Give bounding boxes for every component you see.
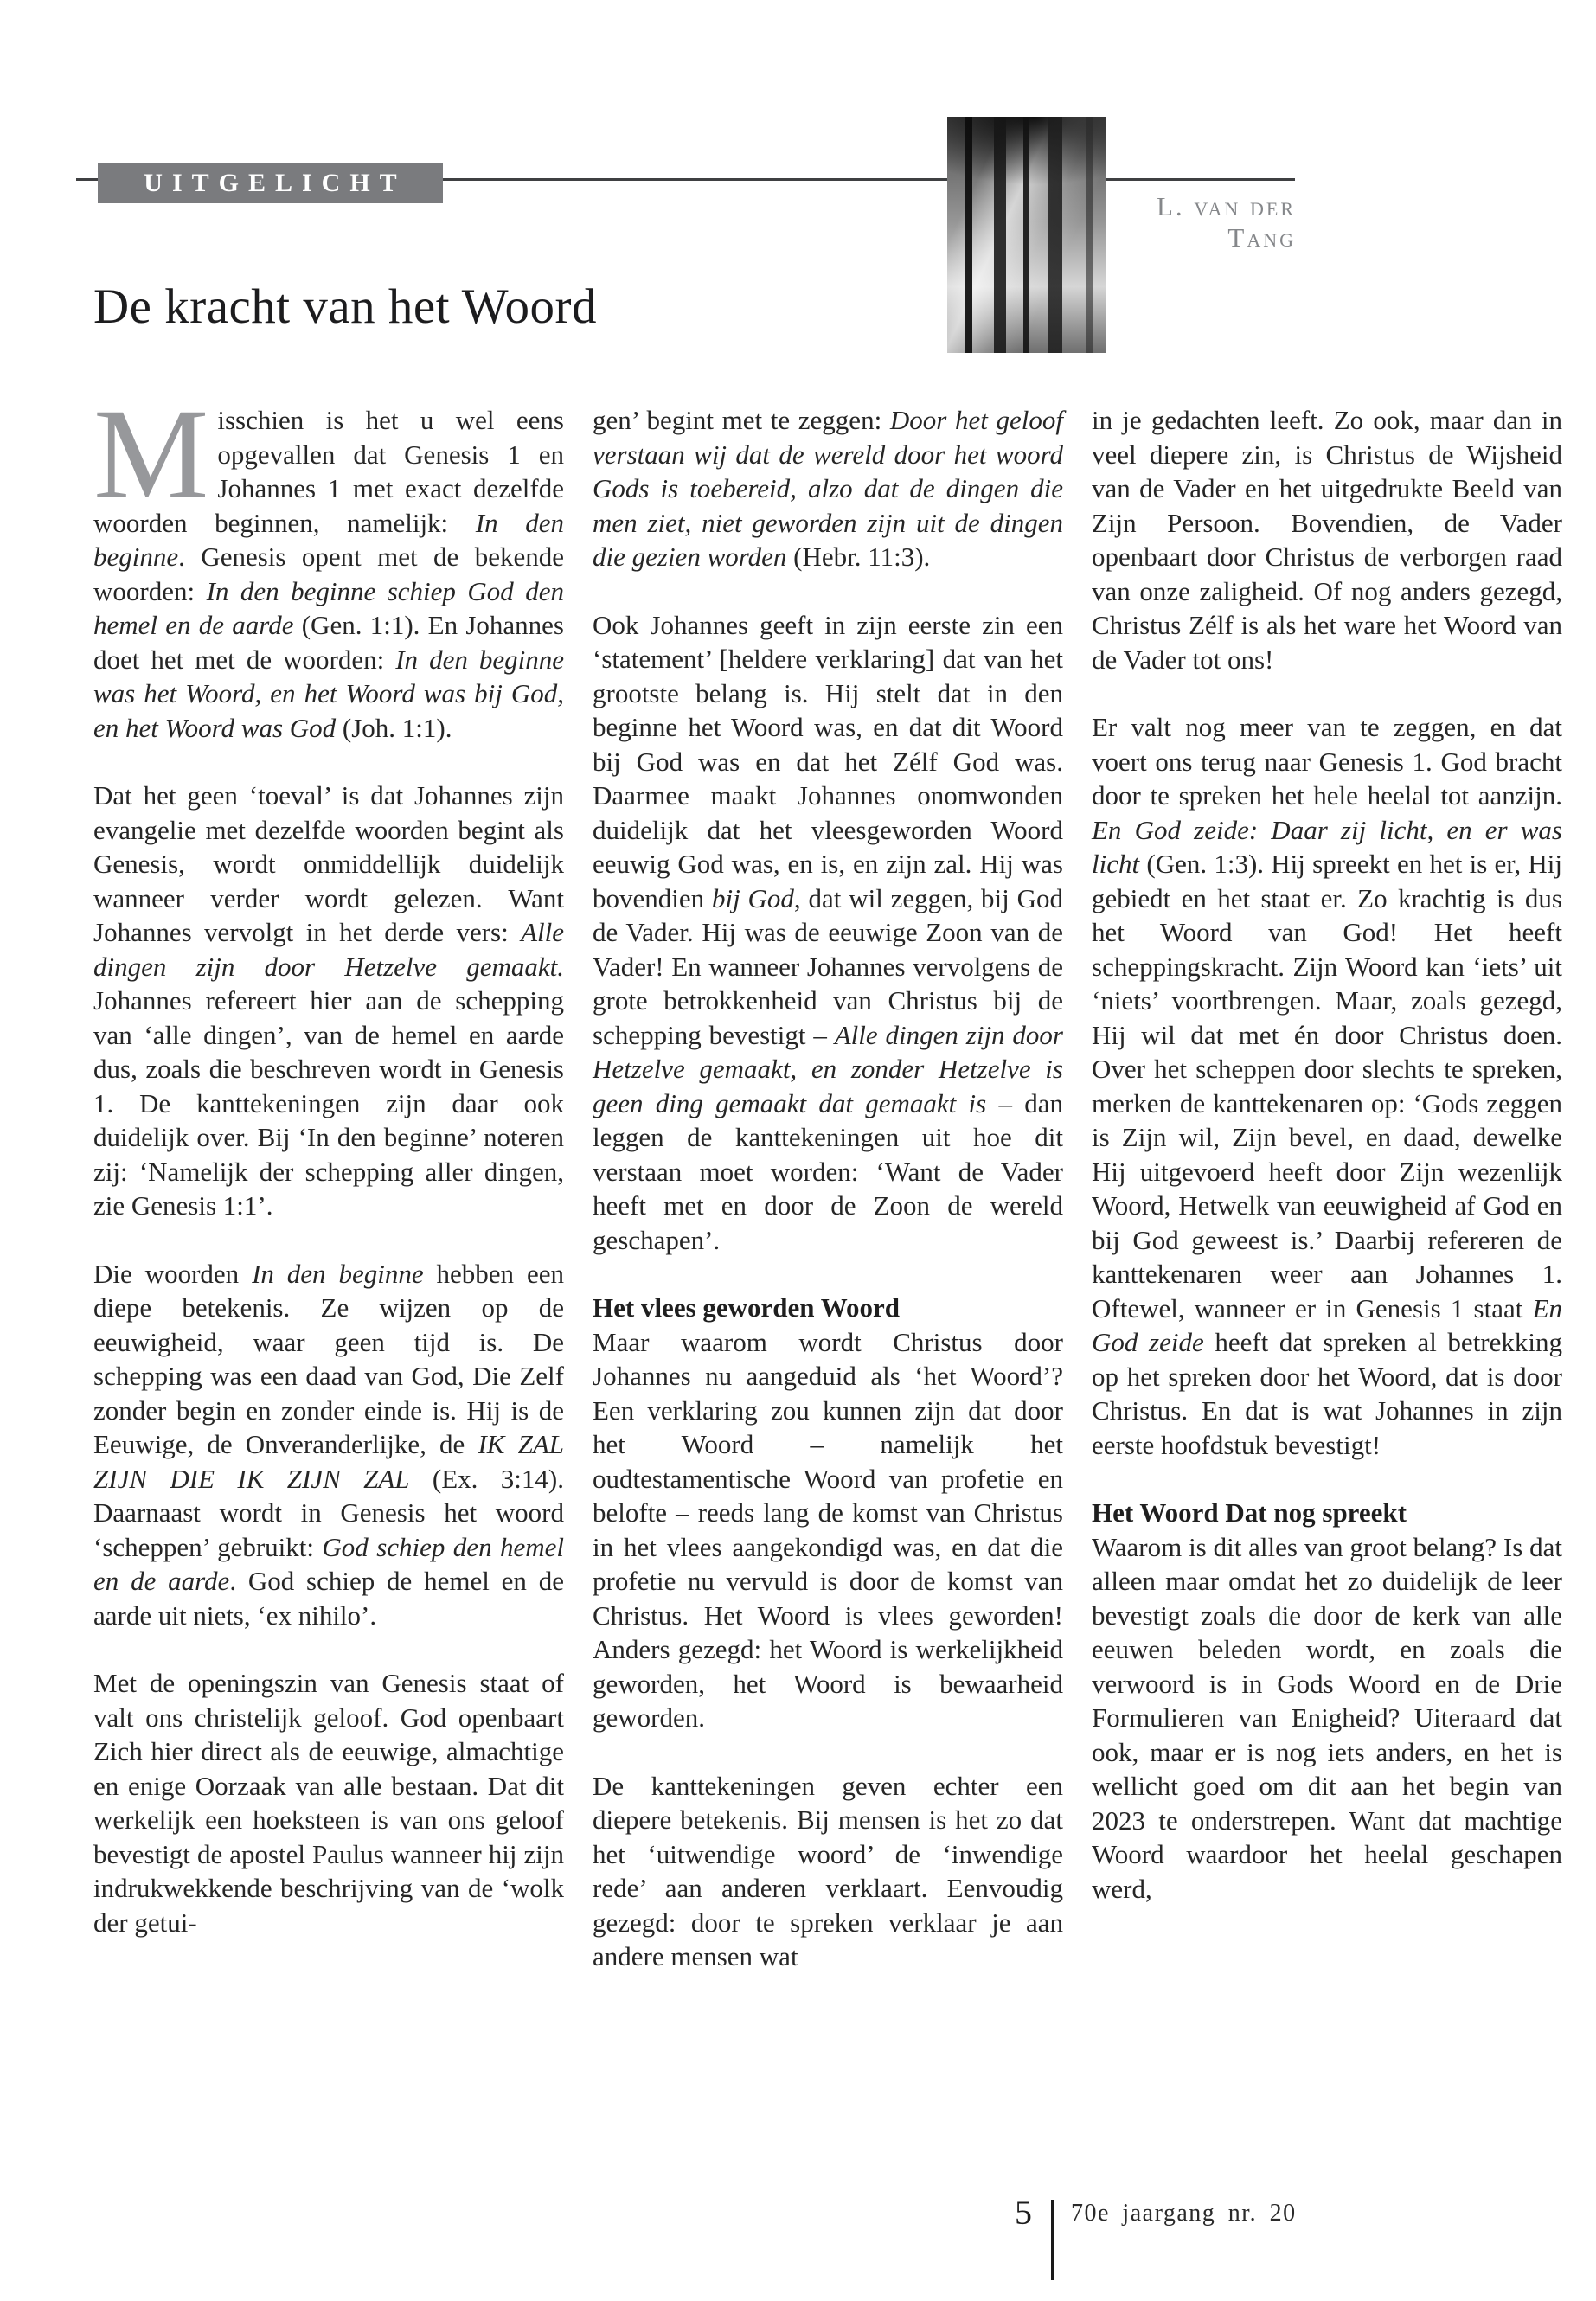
- page-title: De kracht van het Woord: [93, 279, 598, 334]
- paragraph: [93, 1257, 564, 1633]
- text-segment-italic: In den beginne: [93, 507, 564, 572]
- author-name: L. van der Tang: [1156, 191, 1296, 253]
- article-column-2: [593, 403, 1063, 2008]
- text-segment: Johannes refereert hier aan de schepping van ‘alle dingen’, van de hemel en aarde dus, zoals die beschreven wordt in Genesis 1. De kanttekeningen zijn daar ook duidelijk over. Bij ‘In den beginne’ noteren zij: ‘Namelijk der schepping aller dingen, zie Genesis 1:1’.: [93, 985, 564, 1221]
- text-segment-italic: En God zeide: [1092, 1292, 1562, 1357]
- article-column-1: [93, 382, 564, 2008]
- text-segment: Dat het geen ‘toeval’ is dat Johannes zijn evangelie met dezelfde woorden begint als Genesis, wordt onmiddellijk duidelijk wanneer verder wordt gelezen. Want Johannes vervolgt in het derde vers:: [93, 780, 564, 947]
- paragraph: [1092, 1530, 1562, 1907]
- dropcap-letter: M: [93, 382, 209, 526]
- text-segment: De kanttekeningen geven echter een diepere betekenis. Bij mensen is het zo dat het ‘uitwendige woord’ de ‘inwendige rede’ aan anderen verklaart. Eenvoudig gezegd: door te spreken verklaar je aan andere mensen wat: [593, 1770, 1063, 1971]
- text-segment-italic: Alle dingen zijn door Hetzelve gemaakt, en zonder Hetzelve is geen ding gemaakt dat gemaakt is: [593, 1019, 1063, 1118]
- text-segment: (Ex. 3:14). Daarnaast wordt in Genesis het woord ‘scheppen’ gebruikt:: [93, 1463, 564, 1562]
- text-segment: (Gen. 1:3). Hij spreekt en het is er, Hij gebiedt en het staat er. Zo krachtig is dus het Woord van God! Het heeft scheppingskracht. Zijn Woord kan ‘iets’ uit ‘niets’ voortbrengen. Maar, zoals gezegd, Hij wil dat met én door Christus doen. Over het scheppen door slechts te spreken, merken de kanttekenaren op: ‘Gods zeggen is Zijn wil, Zijn bevel, en daad, dewelke Hij uitgevoerd heeft door Zijn wezenlijk Woord, Hetwelk van eeuwigheid af God en bij God geweest is.’ Daarbij refereren de kanttekenaren weer aan Johannes 1. Oftewel, wanneer er in Genesis 1 staat: [1092, 849, 1562, 1324]
- text-segment: hebben een diepe betekenis. Ze wijzen op de eeuwigheid, waar geen tijd is. De schepping was een daad van God, Die Zelf zonder begin en zonder einde is. Hij is de Eeuwige, de Onveranderlijke, de: [93, 1258, 564, 1459]
- text-segment: Ook Johannes geeft in zijn eerste zin een ‘statement’ [heldere verklaring] dat van het grootste belang is. Hij stelt dat in den beginne het Woord was, en dat dit Woord bij God was en dat het Zélf God was. Daarmee maakt Johannes onomwonden duidelijk dat het vleesgeworden Woord eeuwig God was, en is, en zijn zal. Hij was bovendien: [593, 609, 1063, 913]
- text-segment-italic: In den beginne: [252, 1258, 424, 1289]
- text-segment-italic: IK ZAL ZIJN DIE IK ZIJN ZAL: [93, 1429, 564, 1494]
- page-number: 5: [1015, 2193, 1032, 2232]
- paragraph: [93, 1666, 564, 1939]
- article-body: [93, 382, 1563, 2008]
- text-segment-italic: Door het geloof verstaan wij dat de wereld door het woord Gods is toebereid, alzo dat de dingen die men ziet, niet geworden zijn uit de dingen die gezien worden: [593, 405, 1064, 572]
- paragraph: [1092, 710, 1562, 1462]
- paragraph: [593, 403, 1063, 574]
- text-segment: – dan leggen de kanttekeningen uit hoe dit verstaan moet worden: ‘Want de Vader heeft met en door de Zoon de wereld geschapen’.: [593, 1087, 1063, 1255]
- text-segment-italic: In den beginne schiep God den hemel en de aarde: [93, 575, 564, 640]
- text-segment: in je gedachten leeft. Zo ook, maar dan in veel diepere zin, is Christus de Wijsheid van de Vader en het uitgedrukte Beeld van Zijn Persoon. Bovendien, de Vader openbaart door Christus de verborgen raad van onze zaligheid. Of nog anders gezegd, Christus Zélf is als het ware het Woord van de Vader tot ons!: [1092, 405, 1562, 675]
- text-segment: isschien is het u wel eens opgevallen dat Genesis 1 en Johannes 1 met exact dezelfde woorden beginnen, namelijk:: [93, 405, 564, 538]
- paragraph: [593, 1325, 1063, 1735]
- kicker-label: UITGELICHT: [144, 168, 407, 197]
- text-segment-italic: En God zeide: Daar zij licht, en er was licht: [1092, 814, 1562, 879]
- text-segment: Waarom is dit alles van groot belang? Is dat alleen maar omdat het zo duidelijk de leer bevestigt zoals die door de kerk van alle eeuwen beleden wordt, en zoals die verwoord is in Gods Woord en de Drie Formulieren van Enigheid? Uiteraard dat ook, maar er is nog iets anders, en het is wellicht goed om dit aan het begin van 2023 te onderstrepen. Want dat machtige Woord waardoor het heelal geschapen werd,: [1092, 1531, 1562, 1904]
- text-segment: Er valt nog meer van te zeggen, en dat voert ons terug naar Genesis 1. God bracht door te spreken het hele heelal tot aanzijn.: [1092, 712, 1562, 811]
- text-segment: . Genesis opent met de bekende woorden:: [93, 542, 564, 606]
- text-segment: (Gen. 1:1). En Johannes doet het met de woorden:: [93, 610, 564, 675]
- text-segment: gen’ begint met te zeggen:: [593, 405, 890, 435]
- paragraph: [593, 608, 1063, 1258]
- text-segment-italic: bij God: [711, 882, 794, 913]
- text-segment: Die woorden: [93, 1258, 253, 1289]
- text-segment-italic: Alle dingen zijn door Hetzelve gemaakt.: [93, 917, 564, 982]
- text-segment: Met de openingszin van Genesis staat of valt ons christelijk geloof. God openbaart Zich hier direct als de eeuwige, almachtige en enige Oorzaak van alle bestaan. Dat dit werkelijk een hoeksteen is van ons geloof bevestigt de apostel Paulus wanneer hij zijn indrukwekkende beschrijving van de ‘wolk der getui-: [93, 1668, 564, 1938]
- text-segment: heeft dat spreken al betrekking op het spreken door het Woord, dat is door Christus. En dat is wat Johannes in zijn eerste hoofdstuk bevestigt!: [1092, 1327, 1563, 1460]
- issue-label: 70e jaargang nr. 20: [1071, 2200, 1297, 2227]
- subheading: Het Woord Dat nog spreekt: [1092, 1497, 1407, 1528]
- text-segment-italic: God schiep den hemel en de aarde: [93, 1531, 564, 1596]
- footer-divider: [1051, 2200, 1054, 2280]
- forest-photo: [947, 117, 1106, 353]
- text-segment-italic: In den beginne was het Woord, en het Woord was bij God, en het Woord was God: [93, 644, 564, 743]
- paragraph: [93, 779, 564, 1223]
- text-segment: Maar waarom wordt Christus door Johannes nu aangeduid als ‘het Woord’? Een verklaring zou kunnen zijn dat door het Woord – namelijk het oudtestamentische Woord van profetie en belofte – reeds lang de komst van Christus in het vlees aangekondigd was, en dat die profetie nu vervuld is door de komst van Christus. Het Woord is vlees geworden! Anders gezegd: het Woord is werkelijkheid geworden, het Woord is bewaarheid geworden.: [593, 1326, 1063, 1733]
- subheading: Het vlees geworden Woord: [593, 1292, 901, 1323]
- paragraph: [1092, 403, 1562, 676]
- text-segment: , dat wil zeggen, bij God de Vader. Hij was de eeuwige Zoon van de Vader! En wanneer Johannes vervolgens de grote betrokkenheid van Christus bij de schepping bevestigt –: [593, 882, 1063, 1050]
- paragraph: [93, 382, 564, 745]
- text-segment: (Hebr. 11:3).: [786, 542, 931, 572]
- text-segment: (Joh. 1:1).: [336, 712, 452, 743]
- paragraph: [593, 1769, 1063, 1974]
- kicker-bar: [98, 163, 443, 203]
- text-segment: . God schiep de hemel en de aarde uit niets, ‘ex nihilo’.: [93, 1566, 564, 1631]
- article-column-3: [1092, 403, 1562, 2008]
